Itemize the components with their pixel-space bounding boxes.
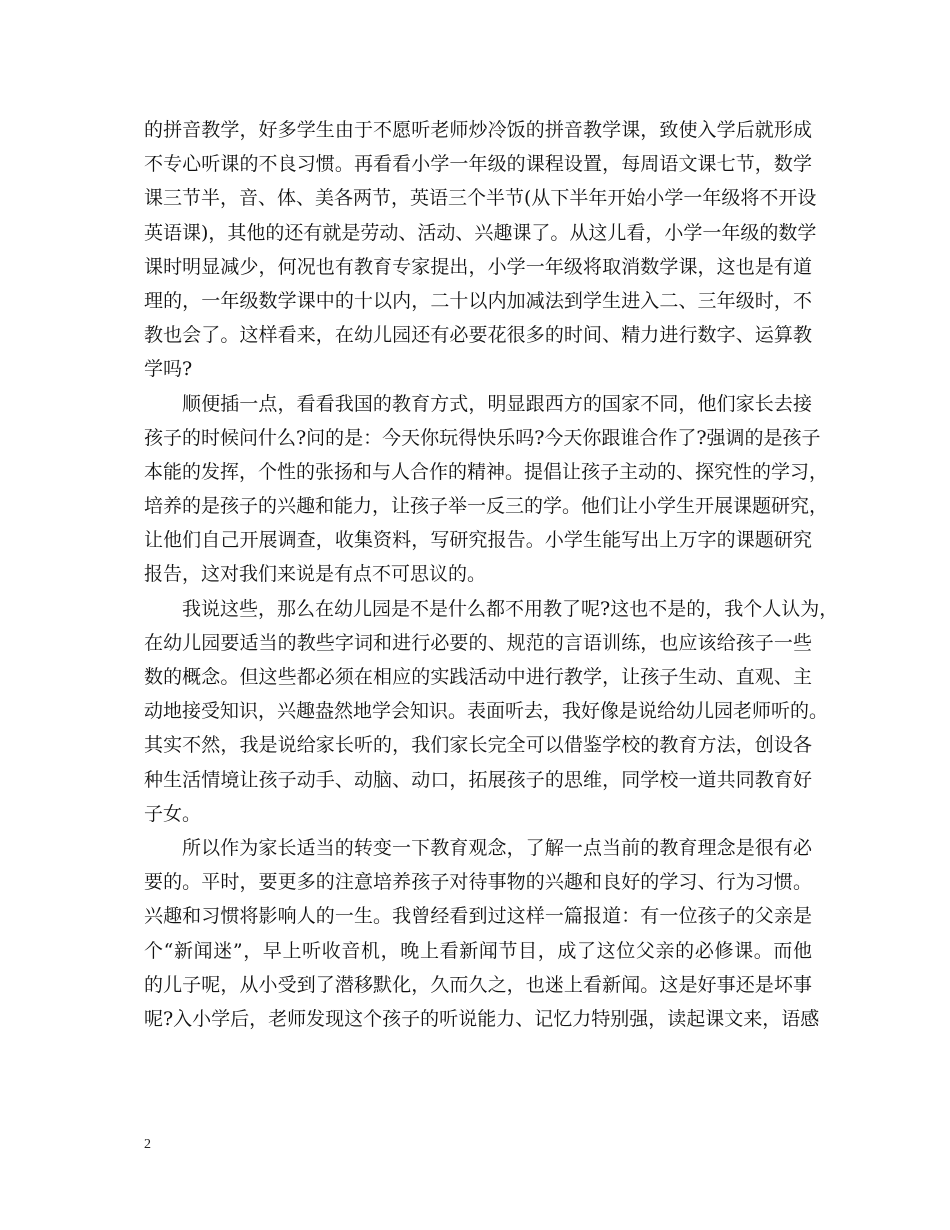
text-line: 其实不然，我是说给家长听的，我们家长完全可以借鉴学校的教育方法，创设各 (144, 734, 812, 757)
text-line: 的拼音教学，好多学生由于不愿听老师炒冷饭的拼音教学课，致使入学后就形成 (144, 119, 812, 141)
text-line: 教也会了。这样看来，在幼儿园还有必要花很多的时间、精力进行数字、运算教 (144, 324, 812, 347)
text-line: 个“新闻迷”，早上听收音机，晚上看新闻节目，成了这位父亲的必修课。而他 (144, 939, 812, 962)
paragraph (144, 387, 829, 592)
text-line: 我说这些，那么在幼儿园是不是什么都不用教了呢?这也不是的，我个人认为， (182, 597, 839, 620)
page-number: 2 (144, 1137, 151, 1152)
text-line: 顺便插一点，看看我国的教育方式，明显跟西方的国家不同，他们家长去接 (182, 392, 812, 415)
text-line: 报告，这对我们来说是有点不可思议的。 (144, 563, 487, 586)
text-line: 数的概念。但这些都必须在相应的实践活动中进行教学，让孩子生动、直观、主 (144, 666, 812, 688)
paragraph (144, 831, 820, 1036)
text-line: 课三节半，音、体、美各两节，英语三个半节(从下半年开始小学一年级将不开设 (144, 187, 817, 210)
body-text (144, 113, 839, 1036)
text-line: 孩子的时候问什么?问的是：今天你玩得快乐吗?今天你跟谁合作了?强调的是孩子 (144, 426, 821, 449)
text-line: 所以作为家长适当的转变一下教育观念，了解一点当前的教育理念是很有必 (182, 836, 812, 859)
text-line: 种生活情境让孩子动手、动脑、动口，拓展孩子的思维，同学校一道共同教育好 (144, 768, 812, 791)
text-line: 兴趣和习惯将影响人的一生。我曾经看到过这样一篇报道：有一位孩子的父亲是 (144, 905, 812, 928)
paragraph (144, 592, 839, 831)
text-line: 子女。 (144, 802, 202, 825)
text-line: 的儿子呢，从小受到了潜移默化，久而久之，也迷上看新闻。这是好事还是坏事 (144, 973, 812, 996)
text-line: 让他们自己开展调查，收集资料，写研究报告。小学生能写出上万字的课题研究 (144, 529, 812, 552)
text-line: 理的，一年级数学课中的十以内，二十以内加减法到学生进入二、三年级时，不 (144, 289, 812, 312)
text-line: 动地接受知识，兴趣盎然地学会知识。表面听去，我好像是说给幼儿园老师听的。 (144, 700, 829, 723)
text-line: 不专心听课的不良习惯。再看看小学一年级的课程设置，每周语文课七节，数学 (144, 153, 812, 176)
text-line: 要的。平时，要更多的注意培养孩子对待事物的兴趣和良好的学习、行为习惯。 (144, 871, 812, 894)
text-line: 培养的是孩子的兴趣和能力，让孩子举一反三的学。他们让小学生开展课题研究， (144, 495, 829, 518)
text-line: 学吗? (144, 358, 193, 381)
text-line: 本能的发挥，个性的张扬和与人合作的精神。提倡让孩子主动的、探究性的学习， (144, 460, 829, 483)
text-line: 课时明显减少，何况也有教育专家提出，小学一年级将取消数学课，这也是有道 (144, 255, 812, 278)
text-line: 英语课)，其他的还有就是劳动、活动、兴趣课了。从这儿看，小学一年级的数学 (144, 221, 817, 244)
paragraph (144, 113, 817, 387)
text-line: 呢?入小学后，老师发现这个孩子的听说能力、记忆力特别强，读起课文来，语感 (144, 1007, 820, 1030)
text-line: 在幼儿园要适当的教些字词和进行必要的、规范的言语训练，也应该给孩子一些 (144, 631, 812, 654)
